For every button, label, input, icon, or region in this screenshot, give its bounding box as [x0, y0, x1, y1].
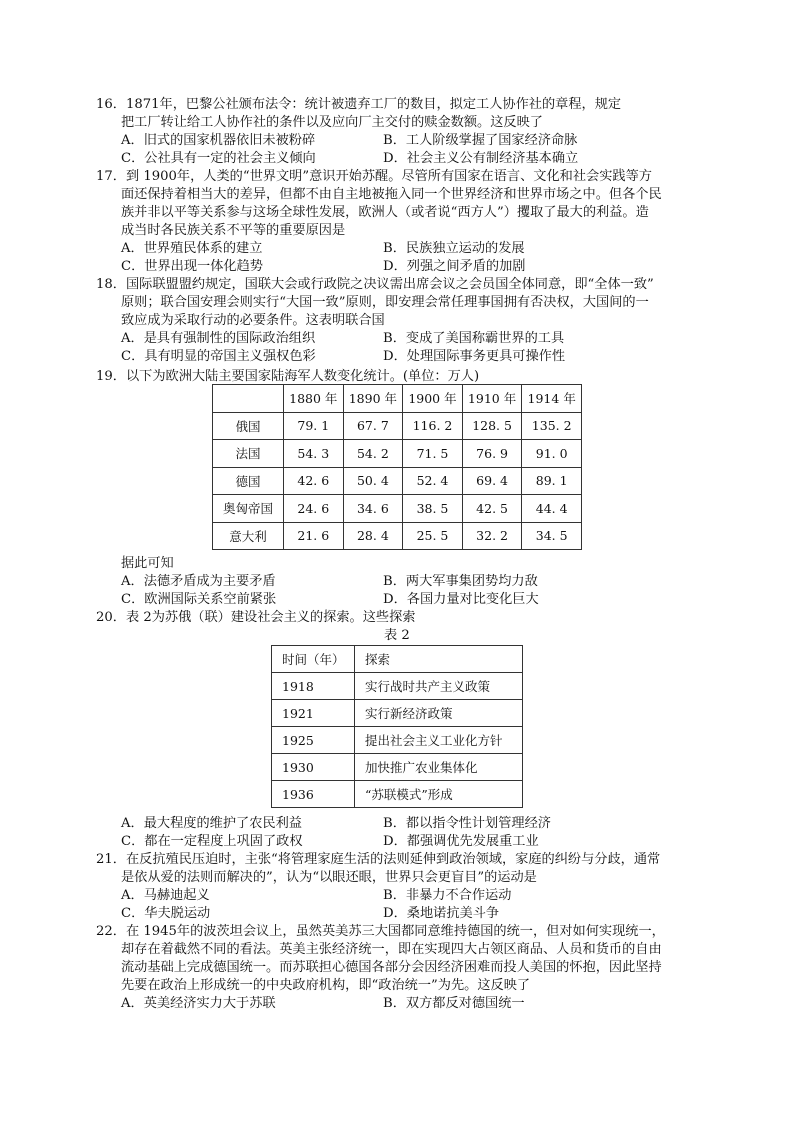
question-20-option-c: C．都在一定程度上巩固了政权: [121, 834, 303, 849]
question-21-option-d: D．桑地诺抗美斗争: [383, 906, 500, 921]
table-row: [213, 467, 582, 495]
table-cell: 44. 4: [522, 495, 582, 523]
table-cell: 69. 4: [462, 467, 522, 495]
question-20-option-a: A．最大程度的维护了农民利益: [121, 816, 302, 831]
question-17-stem-line-2: 面还保持着相当大的差异，但都不由自主地被拖入同一个世界经济和世界市场之中。但各个民: [121, 187, 662, 202]
table-row: [272, 781, 523, 808]
question-18-stem-line-3: 致应成为采取行动的必要条件。这表明联合国: [121, 313, 385, 328]
question-16-stem-line-1: 16．1871年，巴黎公社颁布法令：统计被遗弃工厂的数目，拟定工人协作社的章程，规定: [96, 97, 622, 112]
table-cell: 俄国: [213, 412, 284, 440]
question-22-option-b: B．双方都反对德国统一: [383, 996, 525, 1011]
table-cell: 21. 6: [284, 522, 344, 550]
question-16-option-a: A．旧式的国家机器依旧未被粉碎: [121, 133, 316, 148]
question-22-stem-line-1: 22．在 1945年的波茨坦会议上，虽然英美苏三大国都同意维持德国的统一，但对如何实现统一，: [96, 924, 665, 939]
table-cell: 奥匈帝国: [213, 495, 284, 523]
table-cell: 128. 5: [462, 412, 522, 440]
question-21-option-a: A．马赫迪起义: [121, 888, 210, 903]
table-header-cell: 探索: [355, 646, 523, 673]
table-row: [213, 440, 582, 468]
question-19-option-a: A．法德矛盾成为主要矛盾: [121, 574, 276, 589]
question-17-option-b: B．民族独立运动的发展: [383, 241, 525, 256]
table-cell: 38. 5: [403, 495, 463, 523]
table-cell: 1936: [272, 781, 355, 808]
question-21-option-b: B．非暴力不合作运动: [383, 888, 512, 903]
table-header-cell: 1880 年: [284, 385, 344, 413]
question-20-option-d: D．都强调优先发展重工业: [383, 834, 539, 849]
table-cell: “苏联模式”形成: [355, 781, 523, 808]
table-cell: 1925: [272, 727, 355, 754]
table-header-cell: 1910 年: [462, 385, 522, 413]
table-cell: 1930: [272, 754, 355, 781]
table-cell: 54. 3: [284, 440, 344, 468]
table-cell: 42. 5: [462, 495, 522, 523]
question-17-option-a: A．世界殖民体系的建立: [121, 241, 263, 256]
table-cell: 实行新经济政策: [355, 700, 523, 727]
question-16-stem-line-2: 把工厂转让给工人协作社的条件以及应向厂主交付的赎金数额。这反映了: [121, 115, 543, 130]
table-row: [213, 495, 582, 523]
question-19-option-c: C．欧洲国际关系空前紧张: [121, 592, 277, 607]
table-header-cell: 1900 年: [403, 385, 463, 413]
question-17-option-c: C．世界出现一体化趋势: [121, 259, 263, 274]
table-row: [272, 700, 523, 727]
question-19-follow-text: 据此可知: [121, 556, 174, 571]
table-cell: 24. 6: [284, 495, 344, 523]
army-size-table: [212, 384, 582, 550]
table-row: [213, 412, 582, 440]
table-header-cell: [213, 385, 284, 413]
question-19-option-b: B．两大军事集团势均力敌: [383, 574, 538, 589]
question-21-stem-line-2: 是依从爱的法则而解决的”，认为“以眼还眼，世界只会更盲目”的运动是: [121, 870, 537, 885]
table-cell: 116. 2: [403, 412, 463, 440]
table-cell: 1921: [272, 700, 355, 727]
question-18-option-c: C．具有明显的帝国主义强权色彩: [121, 349, 316, 364]
table-cell: 135. 2: [522, 412, 582, 440]
table-cell: 54. 2: [343, 440, 403, 468]
question-16-option-c: C．公社具有一定的社会主义倾向: [121, 151, 316, 166]
table-header-cell: 1914 年: [522, 385, 582, 413]
question-22-stem-line-2: 却存在着截然不同的看法。英美主张经济统一，即在实现四大占领区商品、人员和货币的自由: [121, 942, 662, 957]
table-cell: 52. 4: [403, 467, 463, 495]
question-20-stem: 20．表 2为苏俄（联）建设社会主义的探索。这些探索: [96, 610, 416, 625]
table-cell: 提出社会主义工业化方针: [355, 727, 523, 754]
question-18-stem-line-2: 原则；联合国安理会则实行“大国一致”原则，即安理会常任理事国拥有否决权，大国间的一: [121, 295, 649, 310]
table-row: [272, 754, 523, 781]
table-cell: 加快推广农业集体化: [355, 754, 523, 781]
table-header-cell: 时间（年）: [272, 646, 355, 673]
soviet-exploration-table: [271, 645, 523, 808]
question-18-option-d: D．处理国际事务更具可操作性: [383, 349, 566, 364]
table-cell: 实行战时共产主义政策: [355, 673, 523, 700]
table-cell: 89. 1: [522, 467, 582, 495]
table-cell: 法国: [213, 440, 284, 468]
question-22-stem-line-3: 流动基础上完成德国统一。而苏联担心德国各部分会因经济困难而投人美国的怀抱，因此坚持: [121, 960, 662, 975]
question-18-stem-line-1: 18．国际联盟盟约规定，国联大会或行政院之决议需出席会议之会员国全体同意，即“全体一致”: [96, 277, 654, 292]
table-cell: 32. 2: [462, 522, 522, 550]
question-19-option-d: D．各国力量对比变化巨大: [383, 592, 539, 607]
question-17-stem-line-3: 族并非以平等关系参与这场全球性发展，欧洲人（或者说“西方人”）攫取了最大的利益。造: [121, 205, 649, 220]
question-22-option-a: A．英美经济实力大于苏联: [121, 996, 276, 1011]
table-cell: 德国: [213, 467, 284, 495]
question-16-option-b: B．工人阶级掌握了国家经济命脉: [383, 133, 578, 148]
table-cell: 67. 7: [343, 412, 403, 440]
table-header-cell: 1890 年: [343, 385, 403, 413]
table-cell: 意大利: [213, 522, 284, 550]
table-header-row: [272, 646, 523, 673]
question-18-option-b: B．变成了美国称霸世界的工具: [383, 331, 565, 346]
question-17-option-d: D．列强之间矛盾的加剧: [383, 259, 526, 274]
question-21-option-c: C．华夫脱运动: [121, 906, 211, 921]
table-cell: 91. 0: [522, 440, 582, 468]
question-18-option-a: A．是具有强制性的国际政治组织: [121, 331, 316, 346]
question-22-stem-line-4: 先要在政治上形成统一的中央政府机构，即“政治统一”为先。这反映了: [121, 978, 531, 993]
table-cell: 34. 6: [343, 495, 403, 523]
table-cell: 25. 5: [403, 522, 463, 550]
question-19-stem: 19．以下为欧洲大陆主要国家陆海军人数变化统计。(单位：万人): [96, 369, 480, 384]
table-cell: 28. 4: [343, 522, 403, 550]
table-row: [272, 673, 523, 700]
table-cell: 76. 9: [462, 440, 522, 468]
table-cell: 42. 6: [284, 467, 344, 495]
question-16-option-d: D．社会主义公有制经济基本确立: [383, 151, 579, 166]
question-21-stem-line-1: 21．在反抗殖民压迫时，主张“将管理家庭生活的法则延伸到政治领域，家庭的纠纷与分歧，通常: [96, 852, 661, 867]
question-20-option-b: B．都以指令性计划管理经济: [383, 816, 551, 831]
table-cell: 50. 4: [343, 467, 403, 495]
table-row: [272, 727, 523, 754]
question-17-stem-line-4: 成当时各民族关系不平等的重要原因是: [121, 223, 346, 238]
table-caption: 表 2: [384, 628, 410, 643]
question-17-stem-line-1: 17．到 1900年，人类的“世界文明”意识开始苏醒。尽管所有国家在语言、文化和社会实践等方: [96, 169, 652, 184]
table-row: [213, 522, 582, 550]
table-header-row: [213, 385, 582, 413]
table-cell: 79. 1: [284, 412, 344, 440]
table-cell: 1918: [272, 673, 355, 700]
table-cell: 34. 5: [522, 522, 582, 550]
table-cell: 71. 5: [403, 440, 463, 468]
